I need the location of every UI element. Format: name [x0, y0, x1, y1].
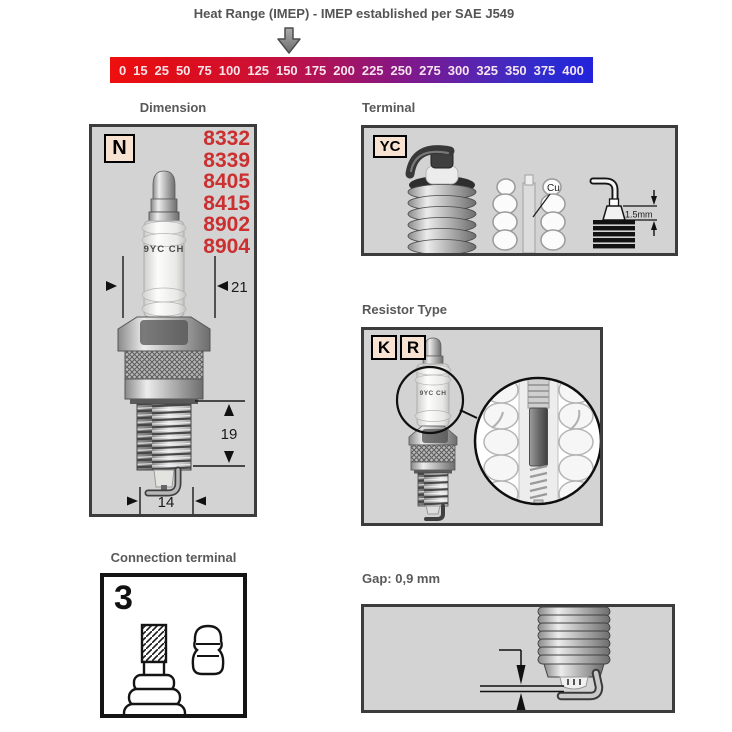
- scale-value: 325: [476, 62, 499, 78]
- part-number: 8415: [203, 191, 250, 215]
- gap-section-title: Gap: 0,9 mm: [362, 571, 441, 586]
- scale-value: 400: [562, 62, 584, 78]
- cu-core-label: Cu: [547, 183, 560, 194]
- scale-value: 0: [119, 62, 127, 78]
- dim-thread-length: 19: [220, 426, 238, 443]
- dim-insulator-height: 21: [231, 279, 248, 296]
- resistor-spark-plug: [406, 337, 457, 519]
- terminal-stud: [153, 171, 175, 199]
- connection-code: 3: [114, 579, 133, 617]
- scale-value: 350: [504, 62, 527, 78]
- heat-range-pointer-arrow-icon: [274, 27, 304, 54]
- knurled-band: [125, 351, 203, 379]
- scale-value: 150: [275, 62, 298, 78]
- terminal-photo-plug: [408, 150, 476, 253]
- terminal-nut-drawing: [193, 626, 223, 674]
- scale-value: 225: [361, 62, 384, 78]
- part-number-list: [203, 128, 250, 258]
- part-number: 8332: [203, 127, 250, 150]
- gap-illustration: [364, 607, 672, 710]
- terminal-section-title: Terminal: [362, 100, 416, 115]
- dim-thread-diameter: 14: [157, 494, 175, 511]
- scale-value: 275: [419, 62, 441, 78]
- terminal-cutaway-drawing: [493, 175, 565, 253]
- part-number: 8405: [203, 170, 250, 194]
- scale-value: 100: [218, 62, 241, 78]
- scale-value: 175: [304, 62, 327, 78]
- gap-panel: [361, 604, 675, 713]
- magnifier-connector-line: [460, 410, 477, 418]
- connection-section-title: Connection terminal: [110, 550, 237, 565]
- scale-value: 75: [197, 62, 212, 78]
- terminal-type-code: YC: [379, 138, 401, 155]
- dimension-section-title: Dimension: [139, 100, 207, 115]
- plug-top-drawing: [124, 625, 185, 714]
- part-number: 8339: [203, 148, 250, 172]
- part-number: 8904: [203, 234, 250, 258]
- threaded-stud: [142, 625, 166, 662]
- resistor-code-r-box: [400, 335, 426, 360]
- thread-section: [137, 404, 191, 470]
- insulator-nose: [154, 470, 174, 487]
- resistor-section-title: Resistor Type: [362, 302, 448, 317]
- terminal-panel: [361, 125, 678, 256]
- resistor-code-k-box: [371, 335, 397, 360]
- gasket-flange: [130, 399, 198, 404]
- plug-marking: 9YC CH: [143, 244, 185, 255]
- scale-value: 200: [333, 62, 355, 78]
- thread-type-code-box: [104, 134, 135, 163]
- dimension-panel: [89, 124, 257, 517]
- resistor-cutaway: [484, 377, 593, 523]
- scale-value: 25: [154, 62, 170, 78]
- terminal-illustrations: [364, 128, 675, 253]
- plug-marking: 9YC CH: [419, 390, 447, 397]
- scale-value: 250: [390, 62, 413, 78]
- scale-value: 375: [533, 62, 556, 78]
- scale-value: 125: [247, 62, 270, 78]
- resistor-element: [530, 408, 548, 466]
- heat-range-scale: [110, 57, 593, 83]
- scale-value: 50: [175, 62, 191, 78]
- terminal-protrusion-drawing: [593, 181, 657, 248]
- resistor-code-k: K: [377, 337, 391, 357]
- terminal-type-code-box: [373, 135, 407, 158]
- connection-panel: [100, 573, 247, 718]
- part-number: 8902: [203, 213, 250, 237]
- resistor-code-r: R: [406, 337, 420, 357]
- resistor-panel: [361, 327, 603, 526]
- scale-value: 15: [133, 62, 148, 78]
- plug-thread-end: [538, 607, 610, 696]
- scale-value: 300: [447, 62, 470, 78]
- heat-range-title: Heat Range (IMEP) - IMEP established per SAE J549: [193, 6, 515, 21]
- thread-type-code: N: [112, 137, 127, 159]
- protrusion-label: 1.5mm: [625, 209, 653, 220]
